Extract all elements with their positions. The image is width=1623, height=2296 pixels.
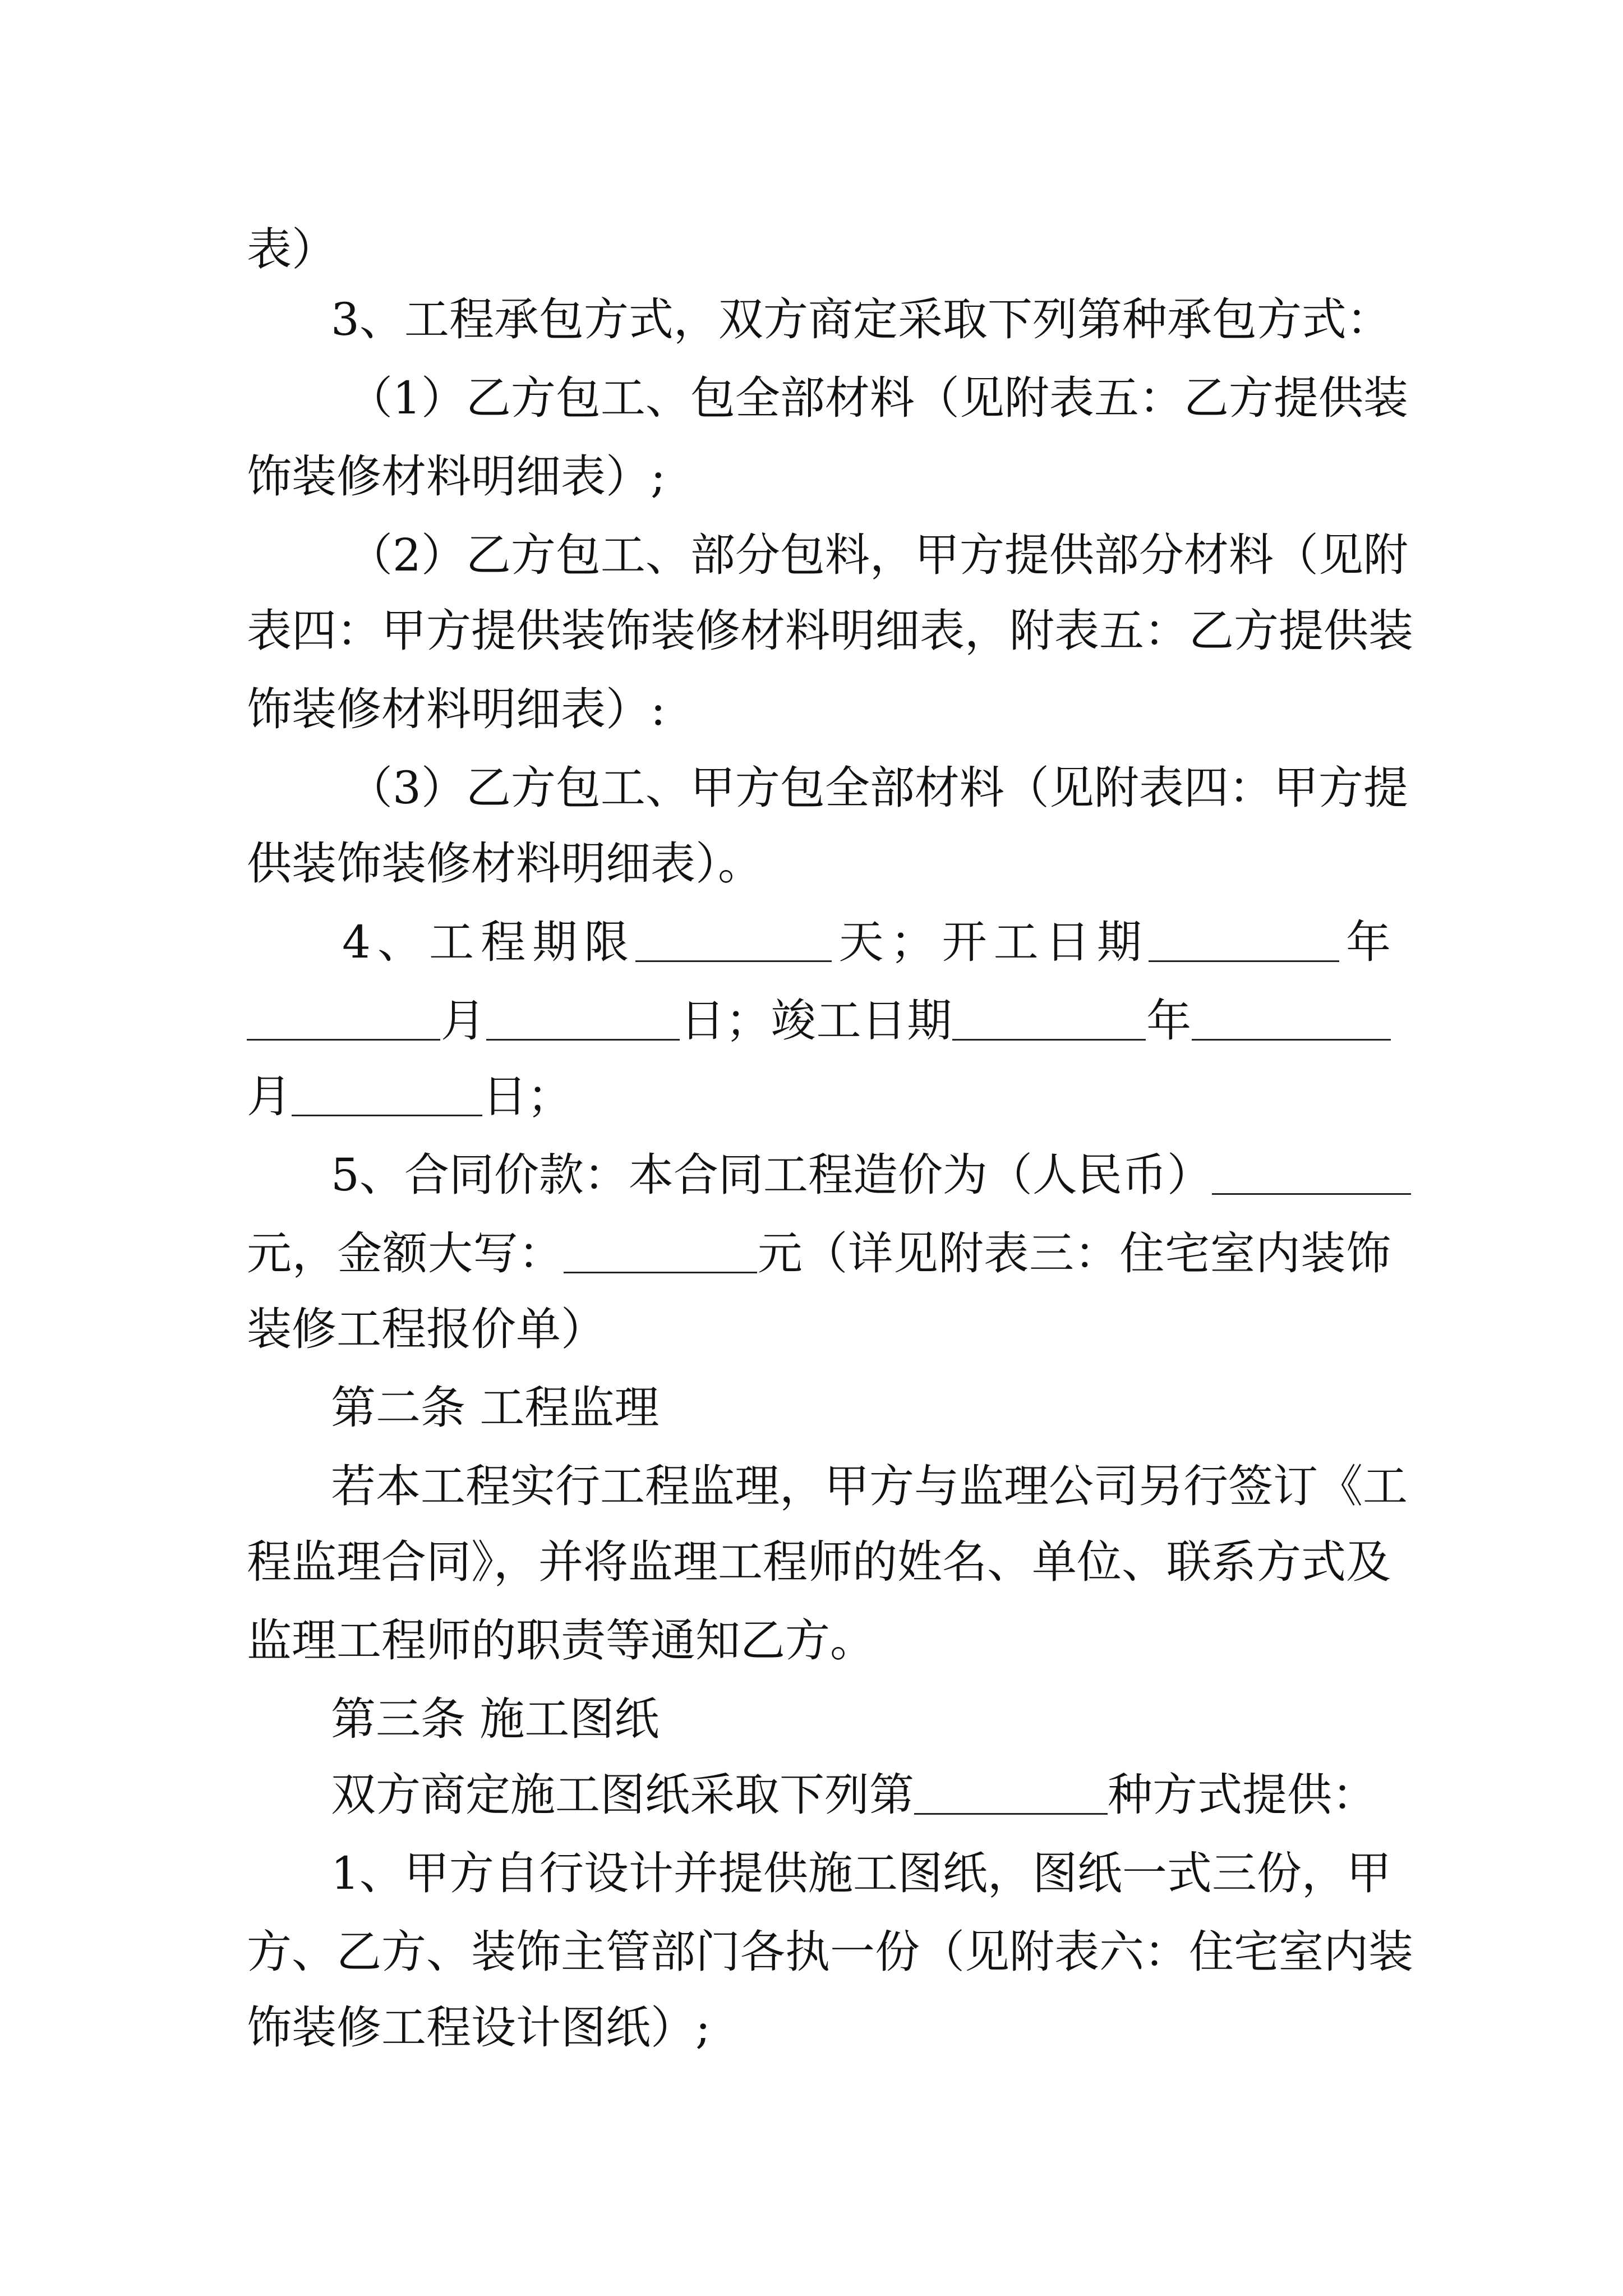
text-span: 饰装修材料明细表）:: [247, 683, 666, 735]
start-day-blank[interactable]: [486, 1000, 680, 1041]
text-span: （3）乙方包工、甲方包全部材料（见附表四：甲方提: [348, 762, 1408, 814]
clause-4-line: [342, 914, 1391, 970]
end-month-blank[interactable]: [1192, 1000, 1391, 1041]
price-line: [247, 1226, 1391, 1282]
text-line: [331, 1458, 1408, 1515]
text-span: 装修工程报价单）: [247, 1303, 606, 1355]
text-span: 供装饰装修材料明细表）。: [247, 838, 763, 890]
text-span: 元，金额大写：: [247, 1227, 564, 1280]
text-line: [247, 222, 1391, 278]
date-line: [247, 1069, 1391, 1125]
text-span: 饰装修工程设计图纸）;: [247, 2001, 711, 2054]
text-line: [247, 1613, 1391, 1669]
price-uppercase-blank[interactable]: [564, 1232, 757, 1273]
text-span: 种方式提供：: [1108, 1769, 1377, 1821]
text-line: [247, 1534, 1391, 1590]
text-span: 程监理合同》，并将监理工程师的姓名、单位、联系方式及: [247, 1536, 1391, 1588]
start-month-blank[interactable]: [247, 1000, 440, 1041]
text-line: [247, 603, 1413, 659]
text-span: 天；开工日期: [832, 916, 1149, 968]
text-span: 方、乙方、装饰主管部门各执一份（见附表六：住宅室内装: [247, 1926, 1413, 1978]
text-span: 月: [440, 995, 486, 1047]
clause-3-heading: [331, 292, 1391, 348]
text-span: 元（详见附表三：住宅室内装饰: [757, 1227, 1391, 1280]
text-line: [247, 682, 1391, 738]
text-line: [247, 1924, 1413, 1980]
text-line: [247, 836, 1391, 892]
date-line: [247, 993, 1391, 1049]
method-blank[interactable]: [914, 1774, 1108, 1815]
text-span: 日；竣工日期: [679, 995, 953, 1047]
start-year-blank[interactable]: [1149, 921, 1339, 962]
option-3-line: [348, 760, 1408, 816]
text-span: 表）: [247, 223, 336, 275]
text-line: [247, 2000, 1391, 2056]
article-2-heading: [331, 1380, 1391, 1436]
end-year-blank[interactable]: [952, 1000, 1146, 1041]
option-1-line: [348, 370, 1408, 426]
text-line: [331, 1846, 1391, 1902]
text-span: 双方商定施工图纸采取下列第: [331, 1769, 914, 1821]
text-line: [247, 1301, 1391, 1358]
text-span: （1）乙方包工、包全部材料（见附表五：乙方提供装: [348, 372, 1408, 424]
text-span: 第二条 工程监理: [331, 1382, 660, 1434]
option-2-line: [348, 527, 1408, 583]
clause-5-line: [331, 1147, 1391, 1203]
text-span: 年: [1146, 995, 1192, 1047]
text-span: 日；: [482, 1070, 572, 1122]
text-span: 监理工程师的职责等通知乙方。: [247, 1614, 875, 1667]
text-span: 4、工程期限: [342, 916, 636, 968]
days-blank[interactable]: [635, 921, 832, 962]
text-span: 3、工程承包方式，双方商定采取下列第种承包方式：: [331, 293, 1391, 346]
text-span: 年: [1339, 916, 1391, 968]
text-span: 表四：甲方提供装饰装修材料明细表，附表五：乙方提供装: [247, 605, 1413, 657]
price-blank[interactable]: [1212, 1154, 1411, 1195]
end-day-blank[interactable]: [292, 1075, 482, 1116]
text-line: [247, 449, 1391, 505]
text-span: 5、合同价款：本合同工程造价为（人民币）: [331, 1149, 1212, 1201]
drawings-method-line: [331, 1767, 1391, 1823]
text-span: 1、甲方自行设计并提供施工图纸，图纸一式三份，甲: [331, 1847, 1391, 1899]
text-span: （2）乙方包工、部分包料，甲方提供部分材料（见附: [348, 529, 1408, 581]
text-span: 饰装修材料明细表）;: [247, 450, 666, 503]
text-span: 月: [247, 1070, 292, 1122]
text-span: 第三条 施工图纸: [331, 1693, 660, 1745]
text-span: 若本工程实行工程监理，甲方与监理公司另行签订《工: [331, 1460, 1408, 1512]
article-3-heading: [331, 1691, 1391, 1747]
